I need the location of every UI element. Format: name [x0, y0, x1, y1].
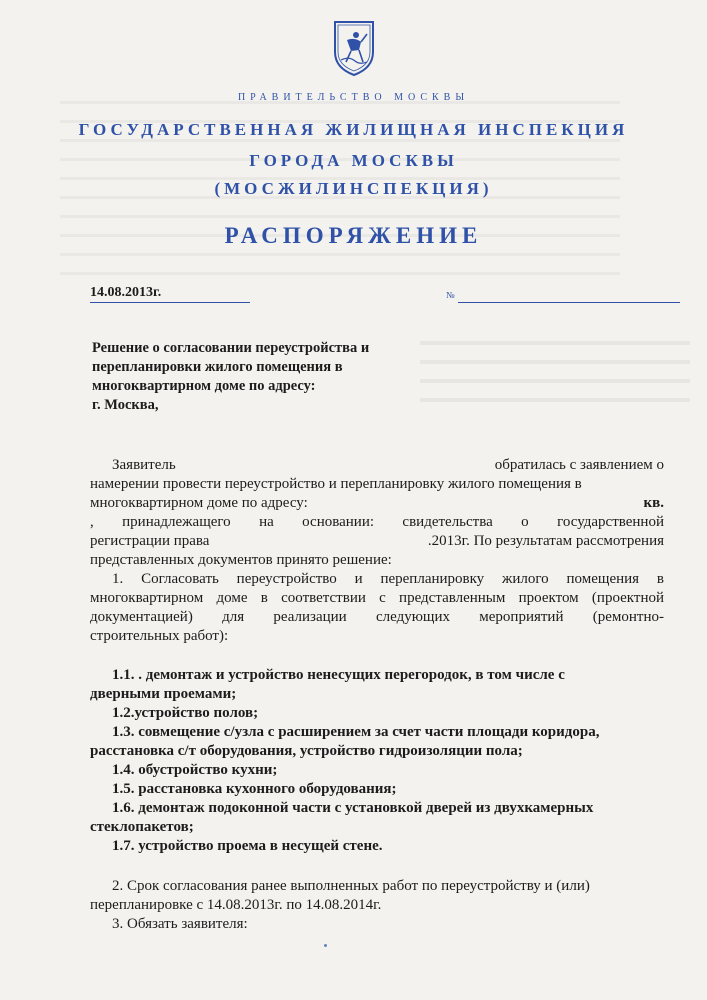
text-line: представленных документов принято решение: [90, 552, 392, 568]
list-item: 1.5. расстановка кухонного оборудования; [112, 781, 397, 797]
subject-block [92, 339, 412, 415]
text-line: 2. Срок согласования ранее выполненных работ по переустройству и (или) [112, 878, 590, 894]
list-item: 1.6. демонтаж подоконной части с установкой дверей из двухкамерных [112, 800, 594, 816]
closing-paragraph [90, 877, 664, 934]
text-line: перепланировке с 14.08.2013г. по 14.08.2014г. [90, 897, 382, 913]
bleed-through-2 [420, 335, 690, 415]
number-underline [458, 302, 680, 303]
list-item: 1.7. устройство проема в несущей стене. [112, 838, 383, 854]
moscow-coat-of-arms-icon [329, 18, 379, 78]
org-name-line1: ГОСУДАРСТВЕННАЯ ЖИЛИЩНАЯ ИНСПЕКЦИЯ [78, 120, 629, 139]
text-line: намерении провести переустройство и перепланировку жилого помещения в [90, 476, 582, 492]
list-item: расстановка с/т оборудования, устройство гидроизоляции пола; [90, 743, 523, 759]
list-item: 1.2.устройство полов; [112, 705, 259, 721]
text-line [90, 532, 664, 551]
text-line: строительных работ): [90, 628, 229, 644]
government-header: ПРАВИТЕЛЬСТВО МОСКВЫ [237, 92, 470, 103]
text-fragment: , принадлежащего на основании: свидетельства о государственной [90, 514, 664, 530]
document-date: 14.08.2013г. [90, 285, 162, 300]
works-list [90, 666, 664, 856]
number-label: № [446, 290, 455, 300]
document-type-title: РАСПОРЯЖЕНИЕ [224, 223, 483, 248]
subject-line: Решение о согласовании переустройства и [92, 340, 370, 356]
org-name-line2: ГОРОДА МОСКВЫ [249, 151, 458, 170]
subject-line: перепланировки жилого помещения в [92, 359, 343, 375]
text-fragment: Заявитель [112, 457, 176, 473]
list-item: дверными проемами; [90, 686, 237, 702]
text-line: 1. Согласовать переустройство и перепланировку жилого помещения в [112, 571, 664, 587]
subject-line: многоквартирном доме по адресу: [92, 378, 316, 394]
page-dot [324, 944, 327, 947]
list-item: 1.3. совмещение с/узла с расширением за счет части площади коридора, [112, 724, 600, 740]
subject-line: г. Москва, [92, 397, 159, 413]
date-underline [90, 302, 250, 303]
text-line [90, 456, 664, 475]
text-fragment: кв. [643, 495, 664, 511]
list-item: 1.4. обустройство кухни; [112, 762, 278, 778]
text-fragment: .2013г. По результатам рассмотрения [427, 533, 664, 549]
list-item: стеклопакетов; [90, 819, 194, 835]
text-fragment: многоквартирном доме по адресу: [90, 495, 308, 511]
text-fragment: регистрации права [90, 533, 210, 549]
text-line: документацией) для реализации следующих мероприятий (ремонтно- [90, 609, 664, 625]
text-line: 3. Обязать заявителя: [112, 916, 248, 932]
text-line [90, 513, 664, 532]
applicant-paragraph [90, 456, 664, 646]
list-item: 1.1. . демонтаж и устройство ненесущих перегородок, в том числе с [112, 667, 565, 683]
text-line: многоквартирном доме в соответствии с представленным проектом (проектной [90, 590, 664, 606]
text-fragment: обратилась с заявлением о [494, 457, 664, 473]
text-line [90, 494, 664, 513]
org-name-line3: (МОСЖИЛИНСПЕКЦИЯ) [214, 179, 493, 198]
